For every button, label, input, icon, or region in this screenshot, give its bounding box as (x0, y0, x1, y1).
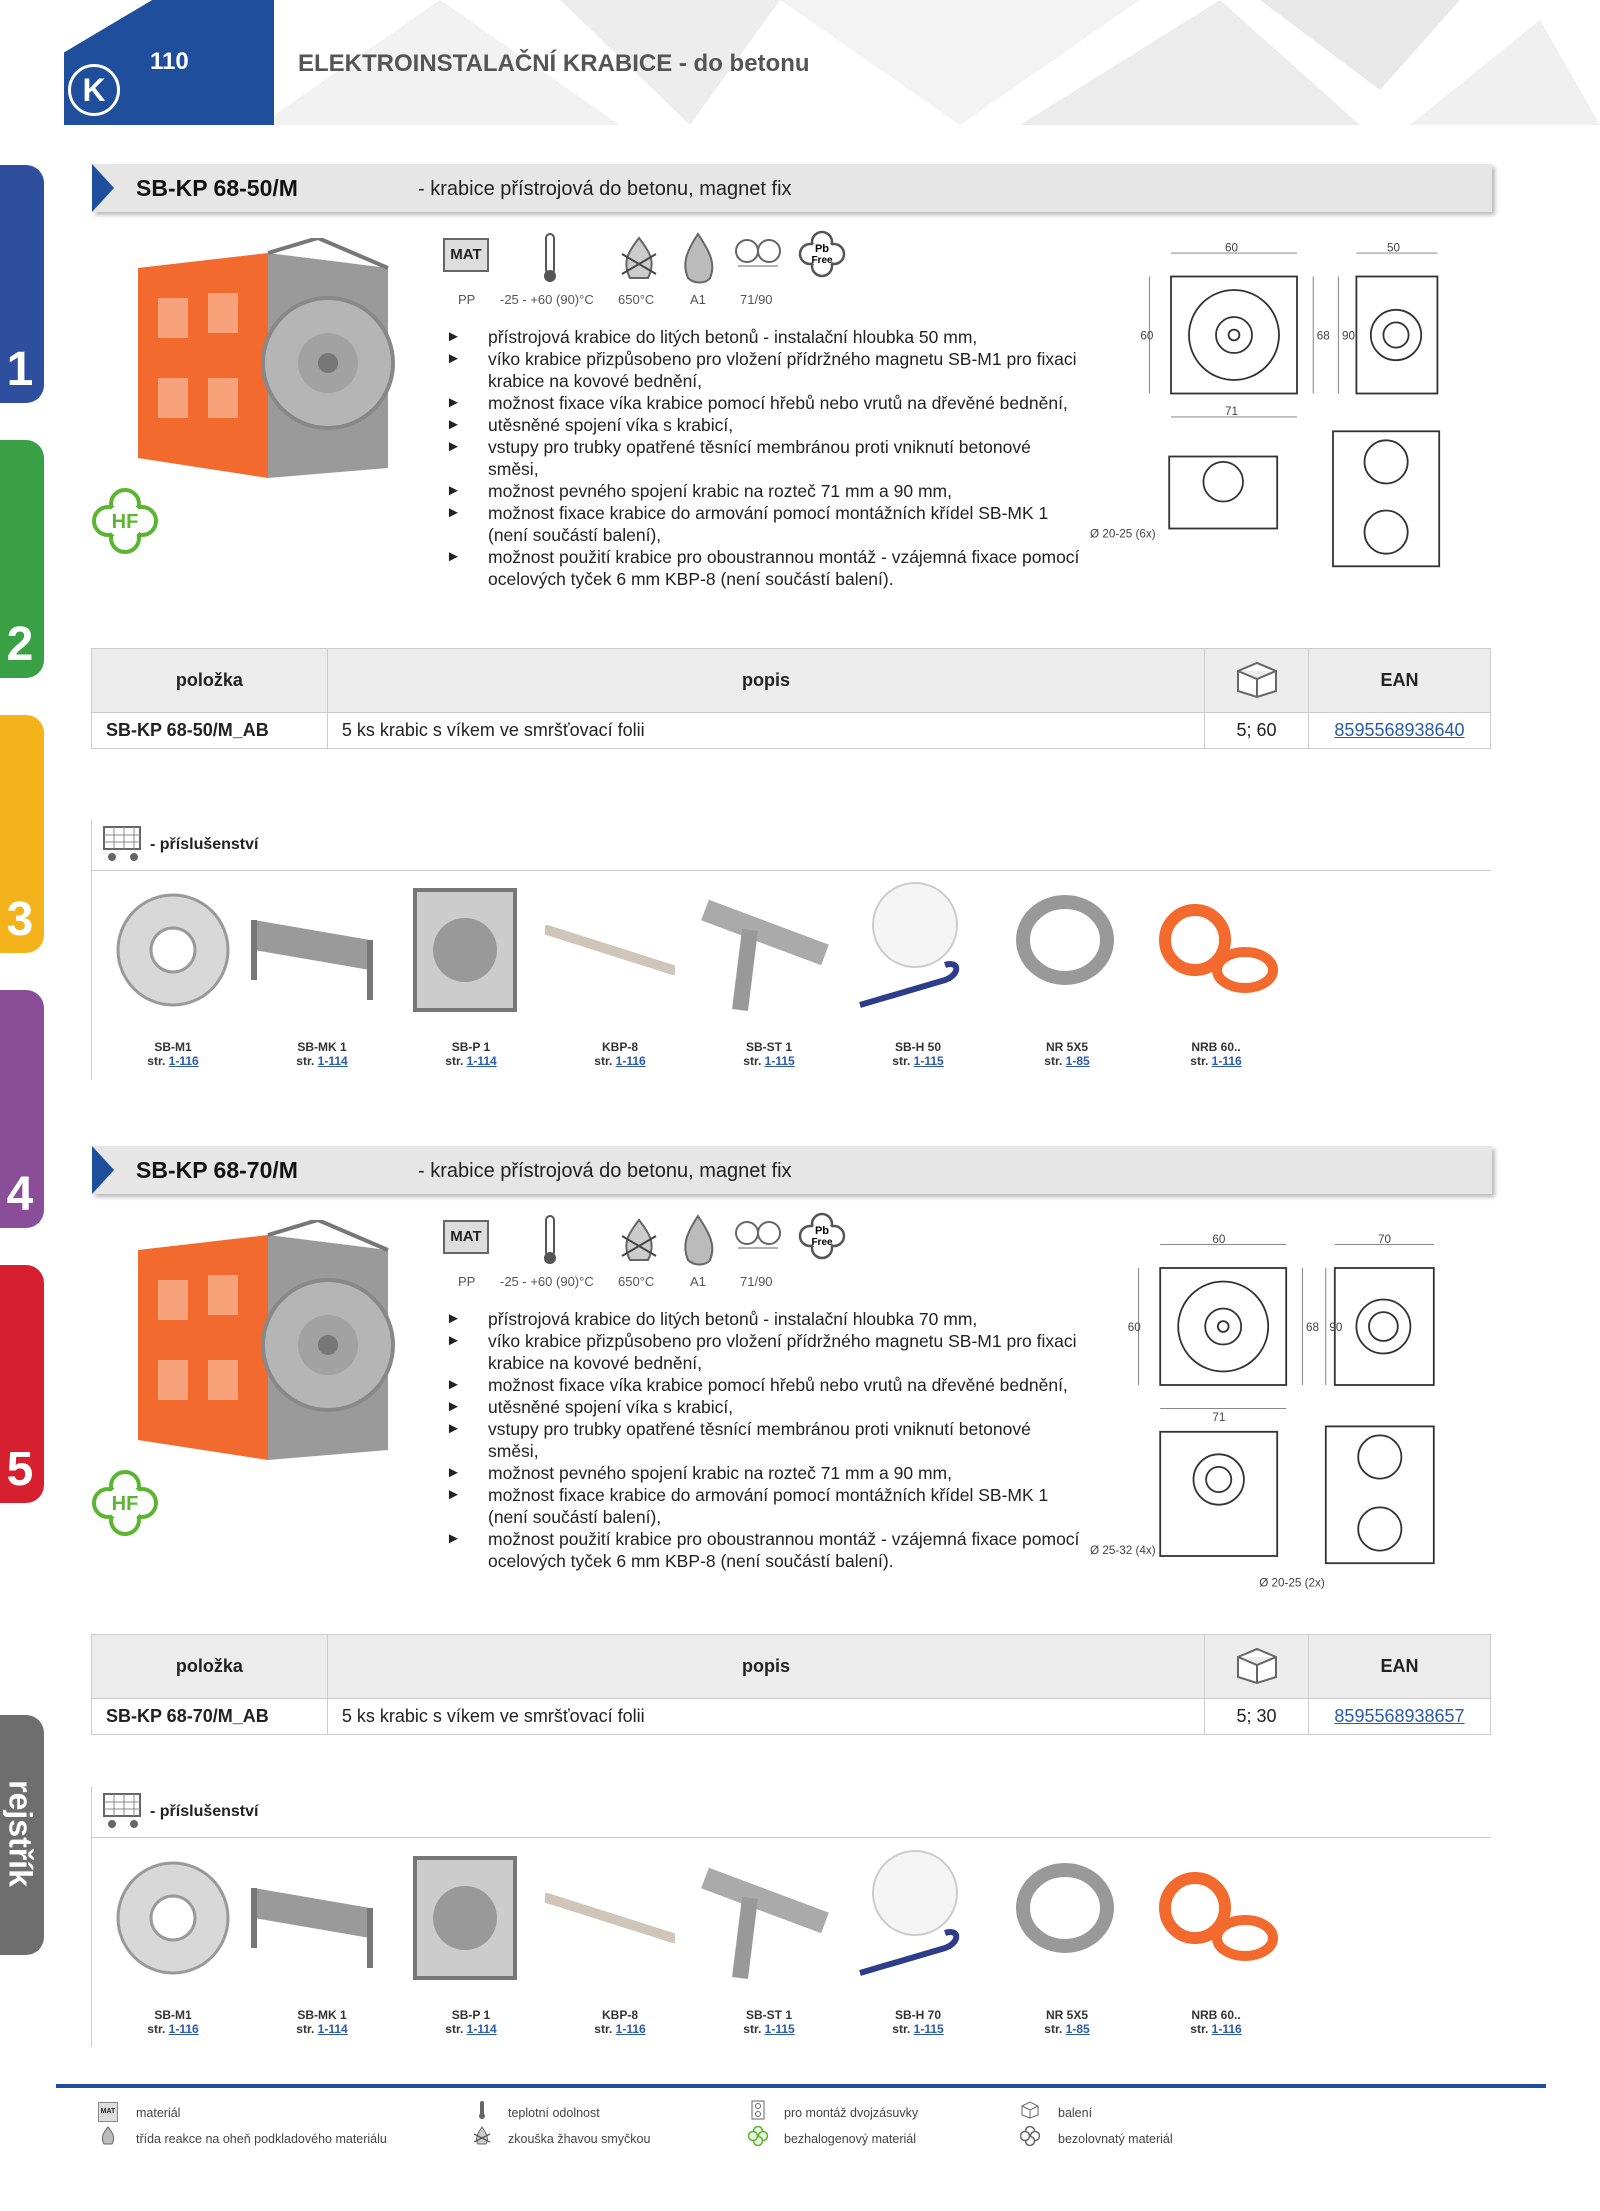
lid-hook-icon (850, 1848, 980, 1988)
mounting-wing-icon (250, 880, 380, 1020)
dim-depth: 50 (1387, 241, 1401, 255)
product-photo (118, 238, 408, 508)
product-code: SB-KP 68-70/M (136, 1157, 298, 1183)
accessory-item[interactable]: SB-P 1 str. 1-114 (445, 2008, 497, 2036)
accessory-item[interactable]: SB-MK 1 str. 1-114 (296, 1040, 348, 1068)
ean-link[interactable]: 8595568938640 (1334, 720, 1465, 740)
cell-package: 5; 30 (1205, 1699, 1309, 1735)
feature-item: ► víko krabice přizpůsobeno pro vložení přídržného magnetu SB-M1 pro fixaci krabice na kovové bednění, (446, 348, 1086, 392)
feature-item: ► možnost fixace krabice do armování pomocí montážních křídel SB-MK 1 (není součástí balení), (446, 1484, 1086, 1528)
legend-label: bezolovnatý materiál (1058, 2132, 1173, 2146)
feature-item: ► možnost pevného spojení krabic na rozteč 71 mm a 90 mm, (446, 1462, 1086, 1484)
product-code: SB-KP 68-50/M (136, 175, 298, 201)
accessory-item[interactable]: KBP-8 str. 1-116 (594, 2008, 646, 2036)
cell-description: 5 ks krabic s víkem ve smršťovací folii (327, 1699, 1204, 1735)
dim-width: 60 (1212, 1232, 1226, 1246)
dim-entry-diameter: Ø 20-25 (6x) (1090, 527, 1156, 541)
col-header-package (1205, 649, 1309, 713)
flame-icon (678, 232, 718, 284)
accessories-divider (91, 870, 1491, 871)
svg-text:Free: Free (811, 255, 833, 266)
accessory-item[interactable]: SB-M1 str. 1-116 (147, 1040, 199, 1068)
accessory-item[interactable]: SB-MK 1 str. 1-114 (296, 2008, 348, 2036)
section-arrow-icon (92, 164, 114, 212)
table-row (92, 713, 1491, 749)
dim-entry-diameter-2: Ø 20-25 (2x) (1259, 1576, 1325, 1590)
legend-label: bezhalogenový materiál (784, 2132, 917, 2146)
accessory-item[interactable]: NRB 60.. str. 1-116 (1190, 2008, 1242, 2036)
accessory-item[interactable]: SB-ST 1 str. 1-115 (743, 2008, 795, 2036)
accessory-item[interactable]: NR 5X5 str. 1-85 (1044, 2008, 1090, 2036)
feature-item: ► víko krabice přizpůsobeno pro vložení přídržného magnetu SB-M1 pro fixaci krabice na kovové bednění, (446, 1330, 1086, 1374)
spec-temperature: -25 - +60 (90)°C (500, 1274, 594, 1289)
dim-entry-diameter: Ø 25-32 (4x) (1090, 1544, 1156, 1558)
product-header-bar (92, 1146, 1492, 1194)
col-header-ean: EAN (1309, 1635, 1491, 1699)
glow-wire-icon (618, 1216, 660, 1264)
svg-text:HF: HF (111, 1493, 139, 1515)
dim-height-inner: 68 (1316, 329, 1330, 343)
technical-drawing (1090, 222, 1450, 592)
steel-rod-icon (545, 1848, 675, 1988)
chapter-tab-3[interactable]: 3 (0, 715, 44, 953)
holder-plate-icon (400, 880, 530, 1020)
svg-text:Pb: Pb (814, 1225, 830, 1237)
package-icon (1020, 2100, 1040, 2120)
legend-label: teplotní odolnost (508, 2106, 600, 2120)
extension-ring-icon (1000, 1848, 1130, 1988)
dim-height-outer: 90 (1342, 329, 1356, 343)
glow-wire-icon (472, 2126, 492, 2146)
legend-label: třída reakce na oheň podkladového materiálu (136, 2132, 387, 2146)
accessory-item[interactable]: SB-ST 1 str. 1-115 (743, 1040, 795, 1068)
pb-free-icon (798, 1212, 846, 1260)
hf-badge-icon (92, 1470, 158, 1536)
feature-list (446, 326, 1086, 590)
feature-item: ► utěsněné spojení víka s krabicí, (446, 414, 1086, 436)
dim-width: 60 (1225, 241, 1239, 255)
feature-item: ► utěsněné spojení víka s krabicí, (446, 1396, 1086, 1418)
accessory-item[interactable]: NRB 60.. str. 1-116 (1190, 1040, 1242, 1068)
col-header-description: popis (327, 1635, 1204, 1699)
feature-list (446, 1308, 1086, 1572)
product-table (91, 648, 1491, 749)
accessories-divider (91, 820, 92, 1080)
col-header-description: popis (327, 649, 1204, 713)
spec-fire-class: A1 (690, 292, 706, 307)
accessory-item[interactable]: KBP-8 str. 1-116 (594, 1040, 646, 1068)
col-header-package (1205, 1635, 1309, 1699)
feature-item: ► možnost fixace krabice do armování pomocí montážních křídel SB-MK 1 (není součástí balení), (446, 502, 1086, 546)
col-header-item: položka (92, 1635, 328, 1699)
col-header-item: položka (92, 649, 328, 713)
thermometer-icon (540, 232, 560, 284)
product-header-bar (92, 164, 1492, 212)
dim-height: 60 (1140, 329, 1154, 343)
svg-text:HF: HF (111, 511, 139, 533)
brand-logo: K (68, 64, 120, 116)
magnet-ring-icon (108, 1848, 238, 1988)
accessory-item[interactable]: SB-M1 str. 1-116 (147, 2008, 199, 2036)
chapter-tab-4[interactable]: 4 (0, 990, 44, 1228)
support-tool-icon (700, 880, 830, 1020)
accessories-divider (91, 1787, 92, 2047)
product-description: - krabice přístrojová do betonu, magnet fix (418, 1160, 792, 1182)
double-box-icon (748, 2100, 768, 2120)
orange-ring-icon (1150, 880, 1280, 1020)
accessory-item[interactable]: SB-P 1 str. 1-114 (445, 1040, 497, 1068)
legend-label: balení (1058, 2106, 1093, 2120)
dim-pitch: 71 (1225, 405, 1239, 419)
cart-icon (100, 1790, 146, 1830)
svg-text:Free: Free (811, 1237, 833, 1248)
feature-item: ► možnost použití krabice pro oboustrannou montáž - vzájemná fixace pomocí ocelových tyček 6 mm KBP-8 (není součástí balení). (446, 1528, 1086, 1572)
spec-mat-icon: MAT (443, 1220, 489, 1254)
col-header-ean: EAN (1309, 649, 1491, 713)
spec-material: PP (458, 1274, 476, 1289)
feature-item: ► možnost fixace víka krabice pomocí hřebů nebo vrutů na dřevěné bednění, (446, 392, 1086, 414)
feature-item: ► možnost pevného spojení krabic na rozteč 71 mm a 90 mm, (446, 480, 1086, 502)
svg-text:Pb: Pb (814, 243, 830, 255)
page-title: ELEKTROINSTALAČNÍ KRABICE - do betonu (298, 50, 810, 77)
spec-pitch: 71/90 (740, 1274, 773, 1289)
holder-plate-icon (400, 1848, 530, 1988)
package-icon (1232, 657, 1282, 699)
product-photo (118, 1220, 408, 1490)
feature-item: ► přístrojová krabice do litých betonů - instalační hloubka 50 mm, (446, 326, 1086, 348)
chapter-tab-1[interactable]: 1 (0, 165, 44, 403)
product-table (91, 1634, 1491, 1735)
ean-link[interactable]: 8595568938657 (1334, 1706, 1465, 1726)
spec-material: PP (458, 292, 476, 307)
accessory-item[interactable]: SB-H 70 str. 1-115 (892, 2008, 944, 2036)
pitch-icon (734, 236, 782, 270)
pitch-icon (734, 1218, 782, 1252)
legend-label: zkouška žhavou smyčkou (508, 2132, 651, 2146)
thermometer-icon (472, 2100, 492, 2120)
page-number: 110 (150, 48, 189, 75)
page-header (0, 0, 1600, 125)
cell-item: SB-KP 68-50/M_AB (92, 713, 328, 749)
cart-icon (100, 823, 146, 863)
section-arrow-icon (92, 1146, 114, 1194)
accessory-item[interactable]: SB-H 50 str. 1-115 (892, 1040, 944, 1068)
feature-item: ► vstupy pro trubky opatřené těsnící membránou proti vniknutí betonové směsi, (446, 436, 1086, 480)
product-description: - krabice přístrojová do betonu, magnet fix (418, 178, 792, 200)
accessory-item[interactable]: NR 5X5 str. 1-85 (1044, 1040, 1090, 1068)
flame-icon (678, 1214, 718, 1266)
feature-item: ► přístrojová krabice do litých betonů - instalační hloubka 70 mm, (446, 1308, 1086, 1330)
extension-ring-icon (1000, 880, 1130, 1020)
spec-fire-class: A1 (690, 1274, 706, 1289)
accessories-label: - příslušenství (150, 836, 259, 853)
hf-icon (748, 2126, 768, 2146)
index-tab[interactable]: rejstřík (0, 1715, 44, 1955)
hf-badge-icon (92, 488, 158, 554)
dim-height-inner: 68 (1306, 1321, 1320, 1334)
legend-label: pro montáž dvojzásuvky (784, 2106, 919, 2120)
cell-package: 5; 60 (1205, 713, 1309, 749)
pb-free-icon (1020, 2126, 1040, 2146)
glow-wire-icon (618, 234, 660, 282)
footer-divider (56, 2084, 1546, 2088)
cell-item: SB-KP 68-70/M_AB (92, 1699, 328, 1735)
support-tool-icon (700, 1848, 830, 1988)
legend-label: materiál (136, 2106, 181, 2120)
accessories-divider (91, 1837, 1491, 1838)
cell-description: 5 ks krabic s víkem ve smršťovací folii (327, 713, 1204, 749)
feature-item: ► možnost použití krabice pro oboustrannou montáž - vzájemná fixace pomocí ocelových tyček 6 mm KBP-8 (není součástí balení). (446, 546, 1086, 590)
table-row (92, 1699, 1491, 1735)
technical-drawing (1090, 1212, 1450, 1612)
spec-mat-icon: MAT (443, 238, 489, 272)
dim-pitch: 71 (1212, 1411, 1226, 1424)
steel-rod-icon (545, 880, 675, 1020)
chapter-tab-5[interactable]: 5 (0, 1265, 44, 1503)
spec-temperature: -25 - +60 (90)°C (500, 292, 594, 307)
pb-free-icon (798, 230, 846, 278)
dim-height-outer: 90 (1329, 1321, 1343, 1334)
mounting-wing-icon (250, 1848, 380, 1988)
dim-height: 60 (1127, 1321, 1141, 1334)
spec-glow-wire: 650°C (618, 1274, 655, 1289)
magnet-ring-icon (108, 880, 238, 1020)
lid-hook-icon (850, 880, 980, 1020)
mat-icon: MAT (98, 2102, 118, 2122)
chapter-tab-2[interactable]: 2 (0, 440, 44, 678)
feature-item: ► možnost fixace víka krabice pomocí hřebů nebo vrutů na dřevěné bednění, (446, 1374, 1086, 1396)
flame-icon (98, 2126, 118, 2146)
feature-item: ► vstupy pro trubky opatřené těsnící membránou proti vniknutí betonové směsi, (446, 1418, 1086, 1462)
accessories-label: - příslušenství (150, 1803, 259, 1820)
orange-ring-icon (1150, 1848, 1280, 1988)
dim-depth: 70 (1378, 1232, 1392, 1246)
spec-pitch: 71/90 (740, 292, 773, 307)
spec-glow-wire: 650°C (618, 292, 655, 307)
package-icon (1232, 1643, 1282, 1685)
thermometer-icon (540, 1214, 560, 1266)
